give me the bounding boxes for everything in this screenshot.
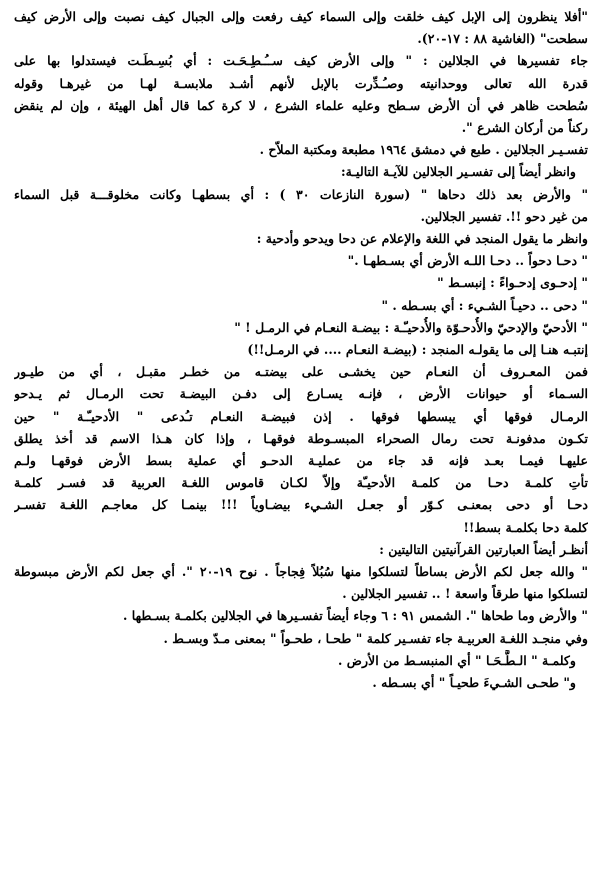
text-line: "أفلا ينظرون إلى الإبل كيف خلقت وإلى السماء كيف رفعت وإلى الجبال كيف نصبت وإلى الأرض كيف: [14, 9, 588, 24]
text-line: " إدحـوى إدحـواءً : إنبسـط ": [437, 275, 588, 291]
text-line: تكـون مدفونـة تحت رمال الصحراء المبسـوطة فوقهـا ، وإذا كان هـذا الاسم قد أخذ يطلق: [14, 430, 588, 446]
text-line: جاء تفسيرها في الجلالين : " وإلى الأرض كيف ســُـطِـحَـت : أي بُسِـطَـت فيستدلوا بها على: [14, 53, 588, 69]
text-line: ركناً من أركان الشرع ".: [461, 120, 588, 136]
text-line: قدرة الله تعالى ووحدانيته وصـُـدِّرت بالإبل لأنهم أشـد ملابسـة لهـا من غيرهـا وقوله: [14, 75, 588, 91]
text-line: وانظر أيضاً إلى تفسـير الجلالين للآيـة التاليـة:: [340, 164, 576, 180]
text-line: السـماء أو حيوانات الأرض ، فإنـه يسـارع إلى دفـن البيضـة تحت الرمـال ثم يـدحو: [14, 386, 588, 402]
text-line: و" طحـى الشـيءَ طحيـاً " أي بسـطه .: [372, 675, 576, 691]
text-line: عليهـا فيمـا بعـد فإنه قد جاء من عمليـة الدحـو أي عملية بسط الأرض فوقهـا ولـم: [14, 453, 588, 469]
text-line: وانظر ما يقول المنجد في اللغة والإعلام عن دحا ويدحو وأدحية :: [256, 231, 588, 247]
text-line: تفسـيـر الجلالين . طبع في دمشق ١٩٦٤ مطبعة ومكتبة الملاّح .: [259, 142, 588, 158]
text-line: سُطحت ظاهر في أن الأرض سـطح وعليه علماء الشرع ، لا كرة كما قال أهل الهيئة ، وإن لم ينقض: [14, 97, 588, 113]
text-line: " دحـا دحواً .. دحـا اللـه الأرض أي بسـطهـا .": [347, 253, 588, 269]
text-line: الرمـال فوقها أي يبسطها فوقها . إذن فبيضـة النعـام تـُدعى " الأدحيـّـة " حين: [14, 408, 588, 424]
text-line: " دحى .. دحيـاً الشـيء : أي بسـطه . ": [381, 297, 588, 313]
text-line: وفي منجـد اللغـة العربيـة جاء تفسـير كلمة " طحـا ، طحـواً " بمعنى مـدّ وبسـط .: [163, 630, 588, 646]
text-line: إنتبـه هنـا إلى ما يقولـه المنجد : (بيضـة النعـام .... في الرمـل!!): [247, 342, 588, 358]
text-line: دحـا أو دحى بمعنـى كـوّر أو جعـل الشـيء بيضـاوياً !!! بينمـا كل معاجـم اللغـة تفسـر: [14, 497, 588, 513]
text-line: " الأدحيّ والإدحيّ والأُدحـوّة والأُدحيـّـة : بيضـة النعـام في الرمـل ! ": [234, 319, 588, 335]
text-line: " والأرض وما طحاها ". الشمس ٩١ : ٦ وجاء أيضاً تفسـيرها في الجلالين بكلمـة بسـطها .: [122, 608, 588, 624]
text-line: أنظـر أيضاً العبارتين القرآنيتين التاليتين :: [379, 541, 588, 557]
text-line: من غير دحو !!. تفسير الجلالين.: [420, 208, 588, 224]
text-line: لتسلكوا منها طرقاً واسعة ! .. تفسير الجلالين .: [342, 586, 588, 602]
text-line: كلمة دحا بكلمـة بسط!!: [463, 519, 588, 535]
text-line: سطحت" (الغاشية ٨٨ : ١٧-٢٠).: [417, 31, 588, 47]
text-line: تأتِ كلمـة دحـا من كلمـة الأدحيـّة وإلاّ لكـان قاموس اللغـة العربية قد فسـر كلمـة: [14, 475, 588, 491]
text-line: " والله جعل لكم الأرض بساطاً لتسلكوا منها سُبُلاً فِجاجاً . نوح ١٩-٢٠ ". أي جعل لكم الأرض مبسوطة: [14, 564, 588, 580]
text-line: وكلمـة " الـطَّـحَـا " أي المنبسـط من الأرض .: [337, 652, 576, 668]
text-line: فمن المعـروف أن النعـام حين يخشـى على بيضتـه من خطـر مقبـل ، أي من طيـور: [14, 364, 588, 380]
text-line: " والأرض بعد ذلك دحاها " (سورة النازعات ٣٠ ) : أي بسطهـا وكانت مخلوقـــة قبل السماء: [14, 186, 588, 202]
